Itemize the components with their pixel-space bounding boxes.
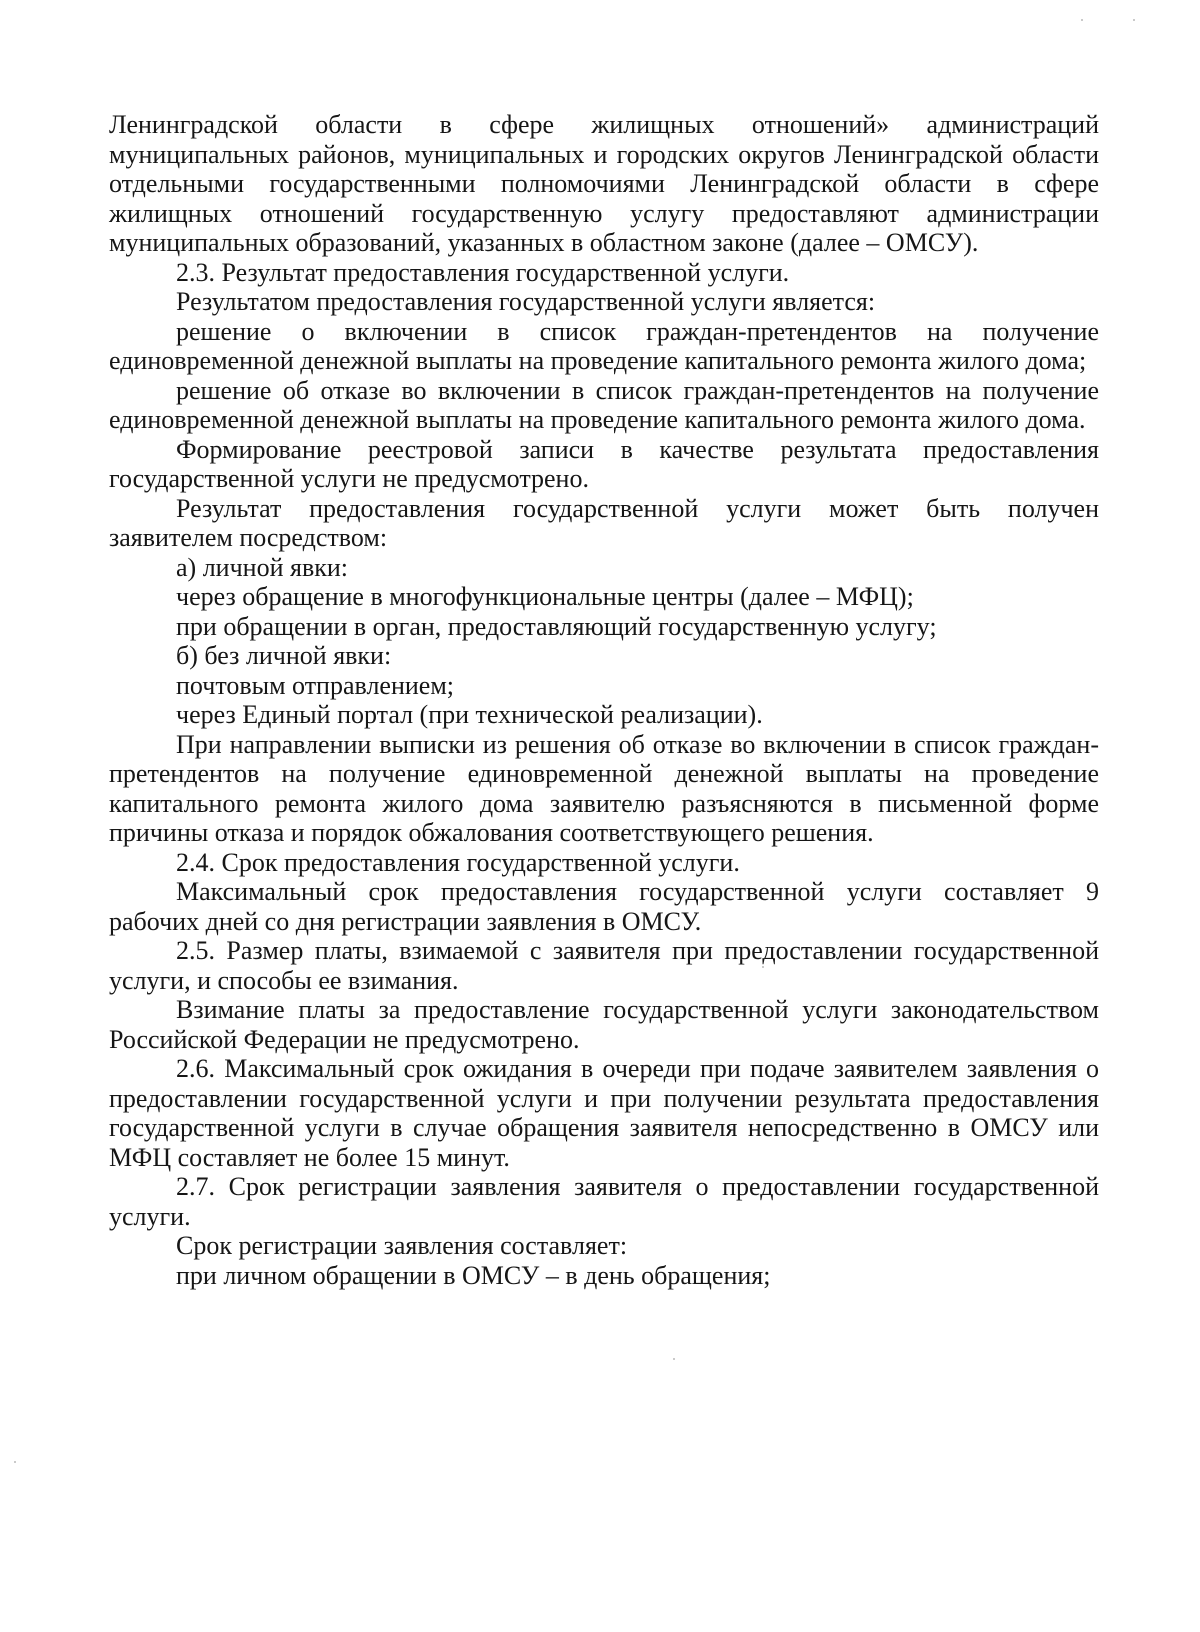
list-item-portal: через Единый портал (при технической реализации). xyxy=(176,700,763,729)
list-item-personal: а) личной явки: xyxy=(176,552,348,582)
max-term: Максимальный срок предоставления государственной услуги составляет 9 рабочих дней со дня регистрации заявления в ОМСУ. xyxy=(109,877,1099,936)
scan-speck xyxy=(1081,19,1083,21)
section-2-5-heading: 2.5. Размер платы, взимаемой с заявителя при предоставлении государственной услуги, и способы ее взимания. xyxy=(109,936,1099,995)
result-delivery-intro: Результат предоставления государственной услуги может быть получен заявителем посредством: xyxy=(109,493,1099,552)
scan-speck xyxy=(762,966,764,968)
paragraph-continuation: Ленинградской области в сфере жилищных отношений» администраций муниципальных районов, муниципальных и городских округов Ленинградской области отдельными государственными полномочиями Ленинградской области в сфере жилищных отношений государственную услугу предоставляют администрации муниципальных образований, указанных в областном законе (далее – ОМСУ). xyxy=(109,110,1099,257)
list-item-remote: б) без личной явки: xyxy=(176,641,392,670)
document-body xyxy=(109,110,1099,1290)
section-2-3-heading: 2.3. Результат предоставления государственной услуги. xyxy=(176,257,790,287)
registry-entry-note: Формирование реестровой записи в качестве результата предоставления государственной услуги не предусмотрено. xyxy=(109,434,1099,493)
section-2-6-paragraph: 2.6. Максимальный срок ожидания в очереди при подаче заявителем заявления о предоставлении государственной услуги и при получении результата предоставления государственной услуги в случае обращения заявителя непосредственно в ОМСУ или МФЦ составляет не более 15 минут. xyxy=(109,1054,1099,1172)
result-refusal: решение об отказе во включении в список граждан-претендентов на получение единовременной денежной выплаты на проведение капитального ремонта жилого дома. xyxy=(109,375,1099,434)
fee-note: Взимание платы за предоставление государственной услуги законодательством Российской Федерации не предусмотрено. xyxy=(109,995,1099,1054)
section-2-4-heading: 2.4. Срок предоставления государственной услуги. xyxy=(176,847,740,877)
list-item-post: почтовым отправлением; xyxy=(176,670,455,700)
list-item-authority: при обращении в орган, предоставляющий государственную услугу; xyxy=(176,611,937,641)
result-inclusion: решение о включении в список граждан-претендентов на получение единовременной денежной выплаты на проведение капитального ремонта жилого дома; xyxy=(109,316,1099,375)
result-intro: Результатом предоставления государственной услуги является: xyxy=(176,287,876,316)
registration-term-personal: при личном обращении в ОМСУ – в день обращения; xyxy=(176,1260,771,1290)
refusal-explanation: При направлении выписки из решения об отказе во включении в список граждан-претендентов на получение единовременной денежной выплаты на проведение капитального ремонта жилого дома заявителю разъясняются в письменной форме причины отказа и порядок обжалования соответствующего решения. xyxy=(109,729,1099,847)
scan-speck xyxy=(1133,19,1135,21)
registration-term-intro: Срок регистрации заявления составляет: xyxy=(176,1231,628,1260)
scan-speck xyxy=(673,1358,675,1360)
list-item-mfc: через обращение в многофункциональные центры (далее – МФЦ); xyxy=(176,582,914,611)
section-2-7-heading: 2.7. Срок регистрации заявления заявителя о предоставлении государственной услуги. xyxy=(109,1172,1099,1231)
scan-speck xyxy=(14,1461,16,1463)
